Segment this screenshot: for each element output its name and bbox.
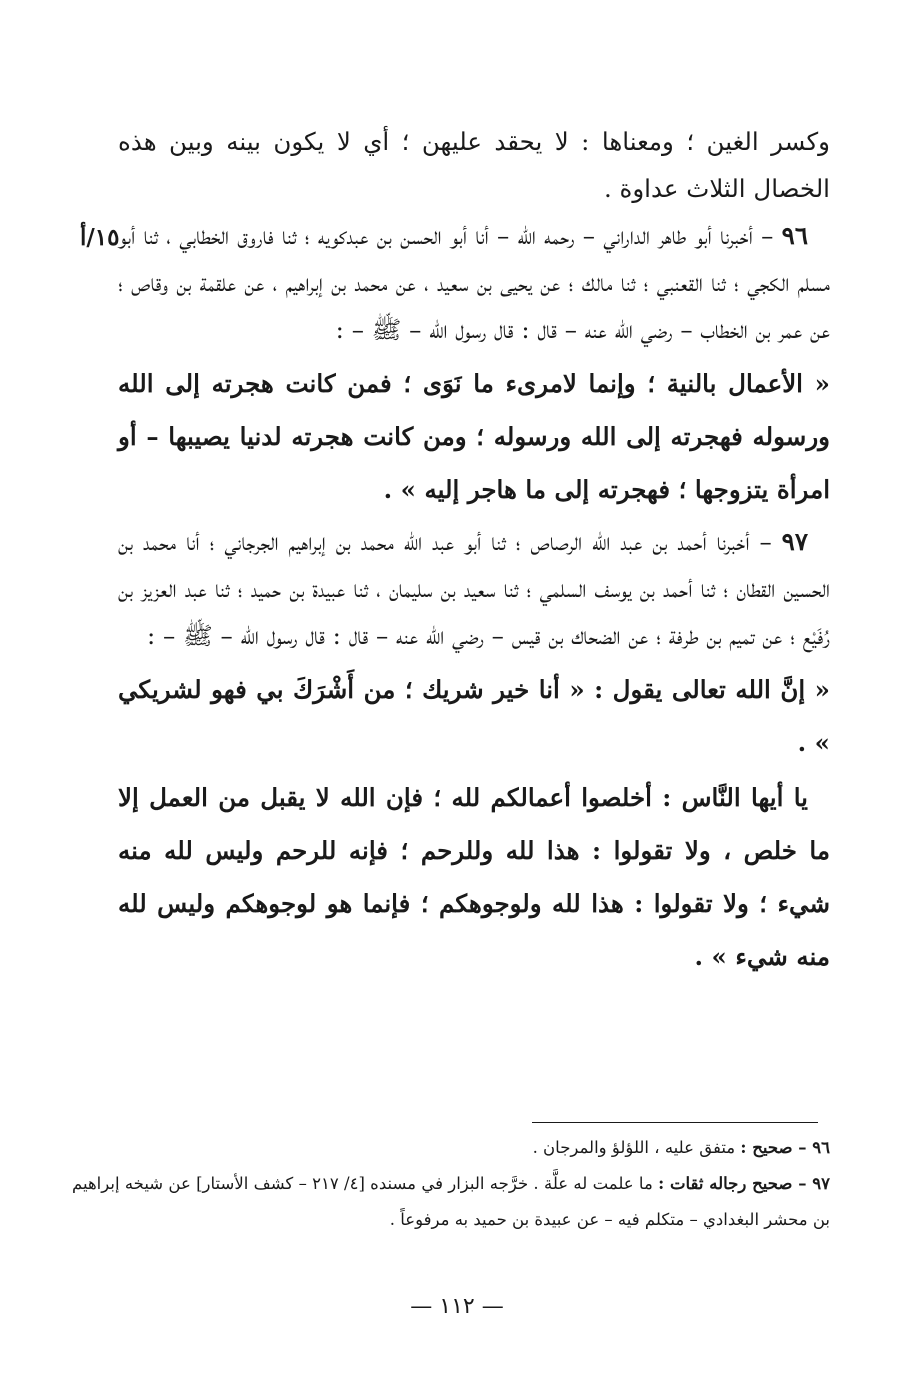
footnote [72,1130,830,1166]
hadith-97-text-continued [118,771,830,983]
hadith-96-isnad [118,212,830,353]
paragraph-text: – أخبرنا أبو طاهر الداراني – رحمه الله – أنا أبو الحسن بن عبدكويه ؛ ثنا فاروق الخطابي ، ثنا أبو مسلم الكجي ؛ ثنا القعنبي ؛ ثنا مالك ؛ عن يحيى بن سعيد ، عن محمد بن إبراهيم ، عن علقمة بن وقاص ؛ عن عمر بن الخطاب – رضي الله عنه – قال : قال رسول الله – ﷺ – : [118,221,830,344]
footnote [72,1166,830,1238]
page-number: — ١١٢ — [410,1294,504,1319]
footnote-number: ٩٧ [812,1174,830,1193]
footnote-divider [532,1122,818,1123]
paragraph-text: – أخبرنا أحمد بن عبد الله الرصاص ؛ ثنا أبو عبد الله محمد بن إبراهيم الجرجاني ؛ أنا محمد بن الحسين القطان ؛ ثنا أحمد بن يوسف السلمي ؛ ثنا سعيد بن سليمان ، ثنا عبيدة بن حميد ؛ ثنا عبد العزيز بن رُفَيْع ؛ عن تميم بن طرفة ؛ عن الضحاك بن قيس – رضي الله عنه – قال : قال رسول الله – ﷺ – : [118,527,830,650]
hadith-text: « الأعمال بالنية ؛ وإنما لامرىء ما نَوَى ؛ فمن كانت هجرته إلى الله ورسوله فهجرته إلى الله ورسوله ؛ ومن كانت هجرته لدنيا يصيبها – أو امرأة يتزوجها ؛ فهجرته إلى ما هاجر إليه » . [118,369,830,504]
hadith-text: « إنَّ الله تعالى يقول : « أنا خير شريك ؛ من أَشْرَكَ بي فهو لشريكي » . [118,675,830,757]
footnote-text: متفق عليه ، اللؤلؤ والمرجان . [532,1138,741,1157]
hadith-96-text [118,357,830,516]
hadith-text: يا أيها النَّاس : أخلصوا أعمالكم لله ؛ فإن الله لا يقبل من العمل إلا ما خلص ، ولا تقولوا : هذا لله وللرحم ؛ فإنه للرحم وليس لله منه شيء ؛ ولا تقولوا : هذا لله ولوجوهكم ؛ فإنما هو لوجوهكم وليس لله منه شيء » . [118,783,830,971]
main-text [118,118,830,985]
hadith-97-isnad [118,518,830,659]
paragraph-continuation [118,118,830,212]
hadith-number: ٩٦ [781,221,808,250]
footnote-number: ٩٦ [812,1138,830,1157]
footnote-text: ما علمت له علَّة . خرَّجه البزار في مسنده [٤/ ٢١٧ – كشف الأستار] عن شيخه إبراهيم بن محشر البغدادي – متكلم فيه – عن عبيدة بن حميد به مرفوعاً . [72,1174,830,1229]
hadith-97-text [118,663,830,769]
hadith-number: ٩٧ [781,527,808,556]
paragraph-text: وكسر الغين ؛ ومعناها : لا يحقد عليهن ؛ أي لا يكون بينه وبين هذه الخصال الثلاث عداوة . [118,127,830,203]
footnotes [72,1130,830,1238]
footnote-grade: – صحيح رجاله ثقات : [658,1174,813,1193]
manuscript-folio-note: ١٥/أ [80,224,120,251]
footnote-grade: – صحيح : [740,1138,813,1157]
